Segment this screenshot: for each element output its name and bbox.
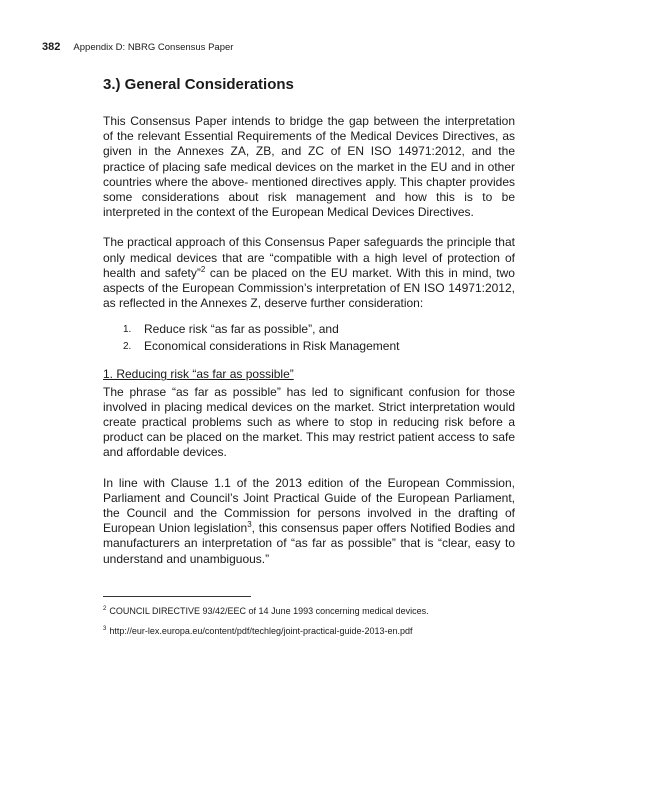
- footnote: [103, 626, 523, 637]
- list-item-text: Reduce risk “as far as possible”, and: [144, 322, 339, 337]
- footnote-mark: 2: [103, 606, 107, 612]
- list-item: [123, 321, 515, 338]
- list-item-number: 1.: [123, 324, 132, 336]
- page-number: 382: [42, 41, 61, 53]
- footnote-link[interactable]: http://eur-lex.europa.eu/content/pdf/techleg/joint-practical-guide-2013-en.pdf: [109, 626, 413, 636]
- running-title: Appendix D: NBRG Consensus Paper: [73, 42, 234, 53]
- footnote-ref-2[interactable]: 2: [200, 264, 206, 274]
- running-header: [42, 40, 233, 55]
- paragraph-guide: [103, 476, 515, 567]
- subsection-heading: 1. Reducing risk “as far as possible”: [103, 367, 294, 382]
- paragraph-intro: This Consensus Paper intends to bridge the gap between the interpretation of the relevant Essential Requirements of the Medical Devices Directives, as given in the Annexes ZA, ZB, and ZC of EN ISO 14971:2012, and the practice of placing safe medical devices on the market in the EU and in other countries where the above- mentioned directives apply. This chapter provides some considerations about risk management and how this is to be interpreted in the context of the European Medical Devices Directives.: [103, 114, 515, 220]
- main-content: [103, 76, 515, 567]
- footnote-text: COUNCIL DIRECTIVE 93/42/EEC of 14 June 1993 concerning medical devices.: [109, 606, 429, 616]
- paragraph-guide-part-b: , this consensus paper offers Notified Bodies and manufacturers an interpretation of “as far as possible” that is “clear, easy to understand and unambiguous.”: [103, 521, 515, 566]
- footnote-ref-3[interactable]: 3: [247, 520, 252, 530]
- footnote: [103, 606, 523, 617]
- aspects-list: [103, 321, 515, 355]
- paragraph-guide-part-a: In line with Clause 1.1 of the 2013 edition of the European Commission, Parliament and Council’s Joint Practical Guide of the European Parliament, the Council and the Commission for persons involved in the drafting of European Union legislation: [103, 475, 515, 536]
- footnote-mark: 3: [103, 626, 107, 632]
- list-item: [123, 338, 515, 355]
- footnotes: [103, 606, 523, 646]
- section-title: 3.) General Considerations: [103, 76, 294, 93]
- list-item-number: 2.: [123, 341, 132, 353]
- paragraph-approach-part-a: The practical approach of this Consensus Paper safeguards the principle that only medical devices that are “compatible with a high level of protection of health and safety”: [103, 235, 515, 280]
- paragraph-phrase: The phrase “as far as possible” has led to significant confusion for those involved in placing medical devices on the market. Strict interpretation would create practical problems such as where to stop in reducing risk before a product can be placed on the market. This may restrict patient access to safe and affordable devices.: [103, 384, 515, 460]
- list-item-text: Economical considerations in Risk Management: [144, 339, 400, 354]
- paragraph-approach: [103, 235, 515, 311]
- paragraph-approach-part-b: can be placed on the EU market. With this in mind, two aspects of the European Commission’s interpretation of EN ISO 14971:2012, as reflected in the Annexes Z, deserve further consideration:: [103, 265, 515, 311]
- footnote-divider: [103, 596, 251, 597]
